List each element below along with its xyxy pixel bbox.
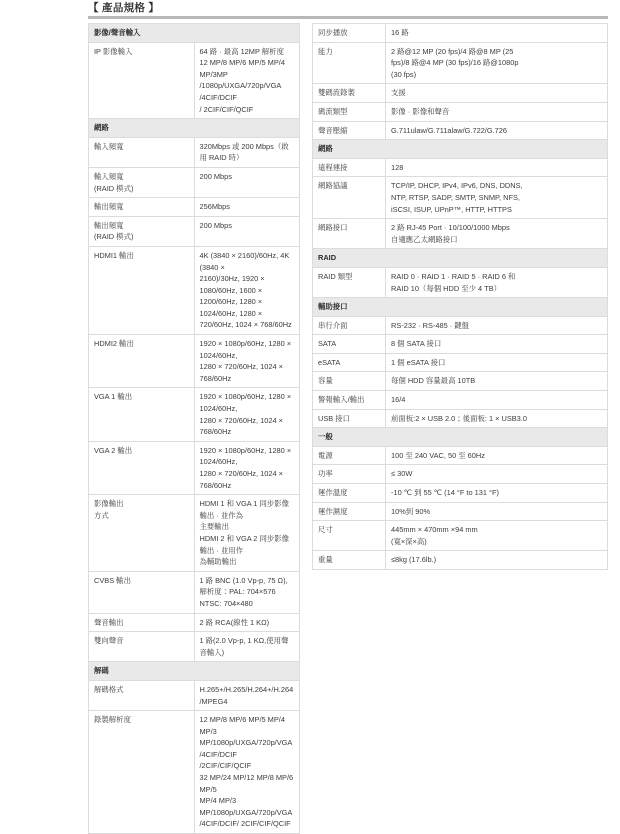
spec-value-line: 720/60Hz, 1024 × 768/60Hz — [199, 320, 292, 330]
spec-row-value — [194, 198, 300, 217]
spec-row-label: 能力 — [313, 42, 386, 84]
spec-row — [89, 167, 300, 197]
spec-section-row — [313, 428, 608, 447]
header-divider — [88, 16, 608, 19]
spec-value-line: /2CIF/CIF/QCIF — [199, 761, 252, 771]
spec-row-value — [386, 335, 608, 354]
spec-row-label: USB 接口 — [313, 409, 386, 428]
spec-row — [313, 121, 608, 140]
spec-row-value — [386, 353, 608, 372]
spec-value-line: 8 個 SATA 接口 — [391, 339, 442, 349]
spec-row-value — [386, 502, 608, 521]
spec-row-label: VGA 1 輸出 — [89, 388, 195, 441]
spec-row-value — [194, 335, 300, 388]
spec-value-line: 1 個 eSATA 接口 — [391, 357, 446, 367]
spec-row — [313, 502, 608, 521]
spec-row-value — [386, 121, 608, 140]
spec-section-row — [89, 119, 300, 138]
spec-value-line: 1920 × 1080p/60Hz, 1280 × 1024/60Hz, — [199, 339, 292, 360]
spec-row — [89, 441, 300, 494]
spec-row — [89, 711, 300, 834]
spec-value-line: 128 — [391, 162, 404, 172]
spec-value-line: 2 路 RCA(線性 1 KΩ) — [199, 617, 270, 627]
spec-row — [313, 372, 608, 391]
spec-row-label: 解碼格式 — [89, 680, 195, 710]
spec-section-row — [313, 298, 608, 317]
spec-value-line: 10%到 90% — [391, 506, 431, 516]
spec-row — [89, 335, 300, 388]
spec-row — [89, 495, 300, 572]
spec-table-left-body — [89, 24, 300, 834]
spec-row-label: 串行介面 — [313, 316, 386, 335]
spec-value-line: 1200/60Hz, 1280 × 1024/60Hz, 1280 × — [199, 297, 263, 318]
spec-row — [313, 521, 608, 551]
spec-value-line: 1280 × 720/60Hz, 1024 × 768/60Hz — [199, 362, 283, 383]
spec-section-title: 影像/聲音輸入 — [89, 24, 300, 43]
spec-row-value — [194, 441, 300, 494]
page-title: 【 產品規格 】 — [88, 2, 160, 14]
spec-value-line: ≤ 30W — [391, 469, 413, 479]
spec-row — [313, 219, 608, 249]
spec-row — [313, 353, 608, 372]
spec-row-label: HDMI1 輸出 — [89, 246, 195, 334]
spec-section-row — [89, 662, 300, 681]
spec-value-line: 輸入頻寬 — [94, 171, 124, 181]
spec-row-label: 雙向聲音 — [89, 632, 195, 662]
spec-section-row — [313, 140, 608, 159]
spec-row-label: HDMI2 輸出 — [89, 335, 195, 388]
spec-row-value — [386, 219, 608, 249]
spec-row-value — [386, 42, 608, 84]
spec-value-line: 1280 × 720/60Hz, 1024 × 768/60Hz — [199, 415, 283, 437]
spec-value-line: G.711ulaw/G.711alaw/G.722/G.726 — [391, 125, 507, 135]
spec-row-label: 電源 — [313, 446, 386, 465]
spec-row — [89, 388, 300, 441]
spec-row-label: 尺寸 — [313, 521, 386, 551]
spec-row-label: 運作溫度 — [313, 484, 386, 503]
spec-row-label: 碼流類型 — [313, 102, 386, 121]
spec-row — [313, 446, 608, 465]
spec-row-label: 輸入頻寬 — [89, 137, 195, 167]
spec-row-label — [89, 495, 195, 572]
spec-value-line: MP/1080p/UXGA/720p/VGA — [199, 807, 293, 817]
spec-value-line: 2 路@12 MP (20 fps)/4 路@8 MP (25 — [391, 46, 514, 56]
spec-row — [313, 84, 608, 103]
spec-row — [313, 267, 608, 297]
spec-row-value — [194, 42, 300, 119]
spec-row — [313, 316, 608, 335]
spec-value-line: 256Mbps — [199, 202, 230, 212]
spec-row-label: eSATA — [313, 353, 386, 372]
spec-value-line: fps)/8 路@4 MP (30 fps)/16 路@1080p — [391, 58, 519, 68]
spec-row-label: 聲音壓縮 — [313, 121, 386, 140]
spec-row-value — [194, 495, 300, 572]
spec-row-label: 警報輸入/輸出 — [313, 391, 386, 410]
spec-row-label: VGA 2 輸出 — [89, 441, 195, 494]
spec-row-value — [386, 446, 608, 465]
spec-row-value — [386, 24, 608, 43]
spec-table-left — [88, 23, 300, 834]
spec-table-right-body — [313, 24, 608, 570]
spec-value-line: /4CIF/DCIF/ 2CIF/CIF/QCIF — [199, 819, 291, 829]
spec-row-value — [194, 680, 300, 710]
spec-value-line: (RAID 模式) — [94, 183, 134, 193]
spec-row-value — [386, 267, 608, 297]
spec-row — [89, 246, 300, 334]
spec-row-value — [194, 632, 300, 662]
spec-row-label: 網路接口 — [313, 219, 386, 249]
spec-row-value — [194, 246, 300, 334]
spec-row-value — [194, 711, 300, 834]
spec-row — [89, 137, 300, 167]
spec-row — [313, 42, 608, 84]
spec-row-label: 網路協議 — [313, 177, 386, 219]
spec-row-label: CVBS 輸出 — [89, 571, 195, 613]
spec-row-value — [386, 102, 608, 121]
spec-value-line: 為輔助輸出 — [199, 557, 237, 567]
spec-value-line: 輸出頻寬 — [94, 220, 124, 230]
spec-value-line: 200 Mbps — [199, 220, 232, 230]
spec-row — [313, 158, 608, 177]
spec-row — [313, 335, 608, 354]
spec-row-label: RAID 類型 — [313, 267, 386, 297]
spec-value-line: 12 MP/8 MP/6 MP/5 MP/4 MP/3 — [199, 715, 285, 736]
spec-row-label — [89, 167, 195, 197]
spec-row-label: 聲音輸出 — [89, 613, 195, 632]
spec-row-value — [194, 216, 300, 246]
spec-row-label: 錄製解析度 — [89, 711, 195, 834]
spec-row — [89, 216, 300, 246]
spec-value-line: ≤8kg (17.6lb.) — [391, 555, 437, 565]
spec-row-value — [194, 571, 300, 613]
spec-value-line: MP/1080p/UXGA/720p/VGA/4CIF/DCIF — [199, 738, 293, 759]
spec-row — [313, 24, 608, 43]
spec-row-value — [386, 409, 608, 428]
spec-section-title: 輔助接口 — [313, 298, 608, 317]
spec-value-line: 解析度：PAL: 704×576 NTSC: 704×480 — [199, 587, 276, 608]
spec-table-right — [312, 23, 608, 570]
spec-value-line: 4K (3840 × 2160)/60Hz, 4K (3840 × — [199, 250, 290, 272]
spec-value-line: 自適應乙太網路接口 — [391, 234, 458, 244]
spec-row-label: 運作濕度 — [313, 502, 386, 521]
spec-row-label: 遠程連接 — [313, 158, 386, 177]
spec-section-row — [313, 249, 608, 268]
spec-value-line: /1080p/UXGA/720p/VGA /4CIF/DCIF — [199, 81, 281, 102]
spec-row-label: 同步播放 — [313, 24, 386, 43]
spec-row-value — [194, 388, 300, 441]
spec-section-title: 網路 — [89, 119, 300, 138]
spec-value-line: H.265+/H.265/H.264+/H.264/MPEG4 — [199, 684, 294, 706]
spec-row-label: 功率 — [313, 465, 386, 484]
spec-value-line: 200 Mbps — [199, 171, 232, 181]
spec-row-label: 重量 — [313, 551, 386, 570]
spec-row — [89, 613, 300, 632]
spec-value-line: 影像 · 影像和聲音 — [391, 106, 450, 116]
spec-value-line: 445mm × 470mm ×94 mm — [391, 525, 478, 535]
spec-row-value — [194, 167, 300, 197]
spec-value-line: (RAID 模式) — [94, 232, 134, 242]
spec-row-label — [89, 216, 195, 246]
spec-value-line: 影像輸出 — [94, 499, 124, 509]
spec-value-line: 前面板:2 × USB 2.0；後面板: 1 × USB3.0 — [391, 413, 527, 423]
spec-value-line: 主要輸出 — [199, 522, 230, 532]
spec-value-line: 1 路 BNC (1.0 Vp-p, 75 Ω), — [199, 575, 288, 585]
spec-row-label: SATA — [313, 335, 386, 354]
spec-value-line: 2160)/30Hz, 1920 × 1080/60Hz, 1600 × — [199, 274, 265, 295]
spec-value-line: 1920 × 1080p/60Hz, 1280 × 1024/60Hz, — [199, 445, 292, 467]
spec-column-right — [312, 23, 608, 570]
spec-value-line: MP/4 MP/3 — [199, 796, 237, 806]
spec-row-value — [194, 137, 300, 167]
spec-row-label: 雙碼流錄製 — [313, 84, 386, 103]
spec-row-value — [386, 316, 608, 335]
spec-value-line: 1920 × 1080p/60Hz, 1280 × 1024/60Hz, — [199, 392, 292, 414]
spec-value-line: 支援 — [391, 88, 406, 98]
spec-row — [313, 102, 608, 121]
spec-value-line: (30 fps) — [391, 69, 417, 79]
spec-value-line: 12 MP/8 MP/6 MP/5 MP/4 MP/3MP — [199, 58, 285, 79]
spec-value-line: 每個 HDD 容量最高 10TB — [391, 376, 476, 386]
spec-row — [313, 551, 608, 570]
spec-row-label: IP 影像輸入 — [89, 42, 195, 119]
spec-row — [313, 409, 608, 428]
spec-value-line: TCP/IP, DHCP, IPv4, IPv6, DNS, DDNS, — [391, 181, 523, 191]
spec-row-value — [386, 84, 608, 103]
spec-value-line: 1280 × 720/60Hz, 1024 × 768/60Hz — [199, 469, 283, 490]
spec-row — [89, 680, 300, 710]
spec-value-line: 1 路(2.0 Vp-p, 1 KΩ,使用聲音輸入) — [199, 636, 289, 657]
spec-row-value — [386, 177, 608, 219]
spec-row-label: 輸出頻寬 — [89, 198, 195, 217]
spec-row-value — [386, 372, 608, 391]
spec-column-left — [88, 23, 300, 834]
spec-row-value — [386, 484, 608, 503]
spec-value-line: HDMI 1 和 VGA 1 同步影像輸出 · 並作為 — [199, 499, 290, 520]
spec-row-value — [386, 465, 608, 484]
spec-section-title: 網路 — [313, 140, 608, 159]
spec-value-line: 2 路 RJ-45 Port · 10/100/1000 Mbps — [391, 223, 510, 233]
spec-value-line: 16/4 — [391, 395, 406, 405]
spec-section-title: 解碼 — [89, 662, 300, 681]
spec-row — [313, 391, 608, 410]
spec-row-label: 容量 — [313, 372, 386, 391]
spec-section-title: RAID — [313, 249, 608, 268]
spec-value-line: 320Mbps 或 200 Mbps（啟用 RAID 時） — [199, 141, 289, 163]
spec-value-line: 64 路 · 最高 12MP 解析度 — [199, 46, 284, 56]
spec-row-value — [386, 521, 608, 551]
spec-row-value — [386, 391, 608, 410]
spec-section-row — [89, 24, 300, 43]
spec-value-line: RAID 10（每個 HDD 至少 4 TB） — [391, 283, 502, 293]
spec-row — [89, 42, 300, 119]
spec-value-line: / 2CIF/CIF/QCIF — [199, 104, 254, 114]
spec-value-line: RS-232 · RS-485 · 鍵盤 — [391, 320, 470, 330]
spec-row — [313, 177, 608, 219]
spec-value-line: -10 ℃ 到 55 ℃ (14 °F to 131 °F) — [391, 488, 499, 498]
spec-value-line: 16 路 — [391, 28, 409, 37]
spec-value-line: RAID 0 · RAID 1 · RAID 5 · RAID 6 和 — [391, 271, 516, 281]
spec-row-value — [194, 613, 300, 632]
spec-value-line: iSCSI, ISUP, UPnP™, HTTP, HTTPS — [391, 204, 512, 214]
spec-row — [89, 632, 300, 662]
spec-value-line: NTP, RTSP, SADP, SMTP, SNMP, NFS, — [391, 192, 520, 202]
spec-row-value — [386, 551, 608, 570]
spec-row — [89, 571, 300, 613]
spec-value-line: (寬×深×高) — [391, 536, 427, 546]
spec-row-value — [386, 158, 608, 177]
spec-value-line: 方式 — [94, 510, 109, 520]
spec-value-line: HDMI 2 和 VGA 2 同步影像輸出 · 並用作 — [199, 533, 290, 555]
spec-value-line: 100 至 240 VAC, 50 至 60Hz — [391, 450, 485, 460]
spec-value-line: 32 MP/24 MP/12 MP/8 MP/6 MP/5 — [199, 773, 294, 794]
spec-section-title: 一般 — [313, 428, 608, 447]
spec-row — [89, 198, 300, 217]
spec-row — [313, 484, 608, 503]
spec-row — [313, 465, 608, 484]
